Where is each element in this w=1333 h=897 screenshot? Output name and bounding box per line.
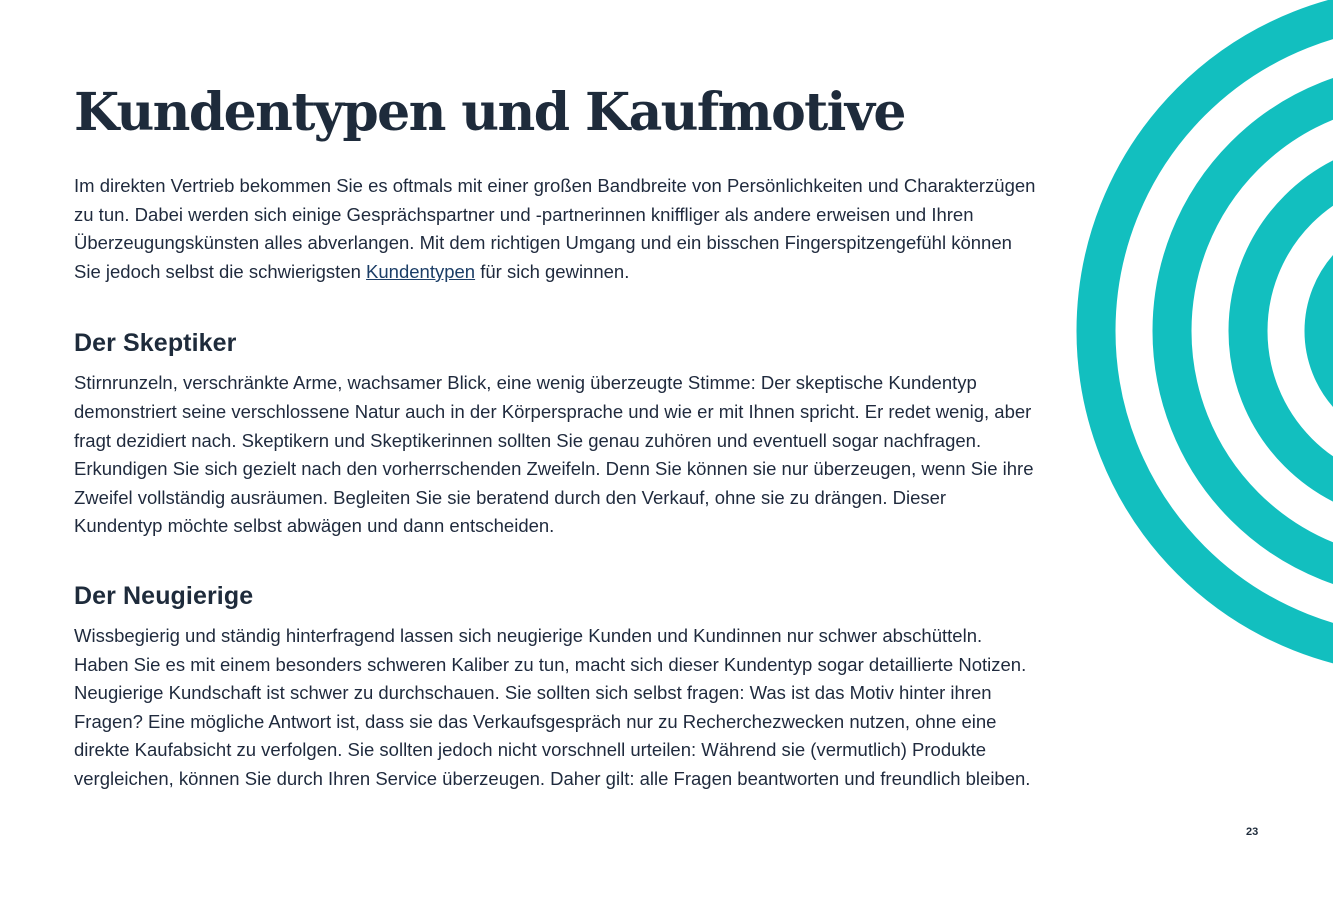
section-heading-text: Der Neugierige — [74, 581, 254, 610]
section-heading-neugierige — [74, 580, 1039, 612]
section-heading-skeptiker — [74, 327, 1039, 359]
intro-text-end: für sich gewinnen. — [475, 260, 630, 282]
section-heading-text: Der Skeptiker — [74, 329, 237, 358]
kundentypen-link[interactable]: Kundentypen — [366, 260, 476, 282]
intro-text-start: Im direkten Vertrieb bekommen Sie es oftmals mit einer großen Bandbreite von Persönlichkeiten und Charakterzügen zu tun. Dabei werden sich einige Gesprächspartner und -partnerinnen kniffliger als andere erweisen und Ihren Überzeugungskünsten alles abverlangen. Mit dem richtigen Umgang und ein bisschen Fingerspitzengefühl können Sie jedoch selbst die schwierigsten — [74, 175, 1036, 282]
main-content — [74, 78, 1039, 794]
intro-paragraph — [74, 172, 1039, 286]
section-neugierige — [74, 580, 1039, 794]
section-body-neugierige: Wissbegierig und ständig hinterfragend lassen sich neugierige Kunden und Kundinnen nur schwer abschütteln. Haben Sie es mit einem besonders schweren Kaliber zu tun, macht sich dieser Kundentyp sogar detaillierte Notizen. Neugierige Kundschaft ist schwer zu durchschauen. Sie sollten sich selbst fragen: Was ist das Motiv hinter ihren Fragen? Eine mögliche Antwort ist, dass sie das Verkaufsgespräch nur zu Recherchezwecken nutzen, ohne eine direkte Kaufabsicht zu verfolgen. Sie sollten jedoch nicht vorschnell urteilen: Während sie (vermutlich) Produkte vergleichen, können Sie durch Ihren Service überzeugen. Daher gilt: alle Fragen beantworten und freundlich bleiben. — [74, 624, 1031, 789]
page-title: Kundentypen und Kaufmotive — [74, 82, 905, 143]
section-skeptiker — [74, 327, 1039, 541]
page-number: 23 — [1246, 826, 1259, 838]
section-body-skeptiker: Stirnrunzeln, verschränkte Arme, wachsamer Blick, eine wenig überzeugte Stimme: Der skeptische Kundentyp demonstriert seine verschlossene Natur auch in der Körpersprache und wie er mit Ihnen spricht. Er redet wenig, aber fragt dezidiert nach. Skeptikern und Skeptikerinnen sollten Sie genau zuhören und eventuell sogar nachfragen. Erkundigen Sie sich gezielt nach den vorherrschenden Zweifeln. Denn Sie können sie nur überzeugen, wenn Sie ihre Zweifel vollständig ausräumen. Begleiten Sie sie beratend durch den Verkauf, ohne sie zu drängen. Dieser Kundentyp möchte selbst abwägen und dann entscheiden. — [74, 372, 1034, 537]
ring-inner — [1324, 235, 1333, 427]
